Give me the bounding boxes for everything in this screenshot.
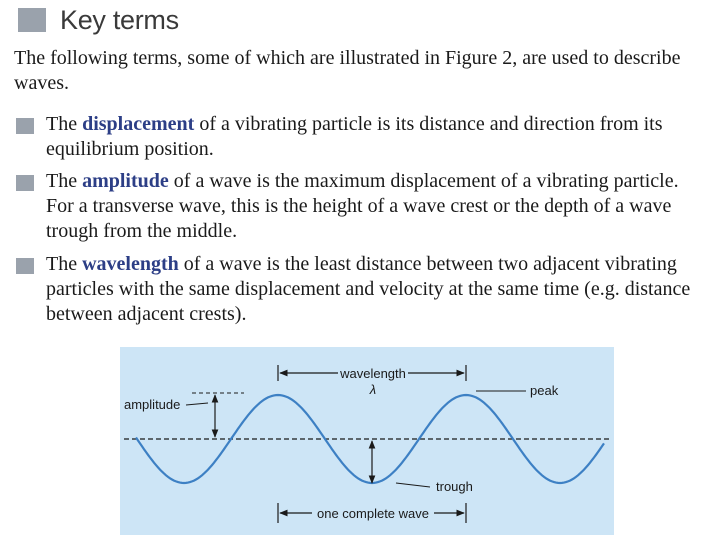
term-wavelength: wavelength bbox=[82, 253, 179, 275]
lambda-symbol: λ bbox=[369, 382, 377, 397]
complete-wave-label: one complete wave bbox=[316, 506, 430, 521]
wavelength-label: wavelength bbox=[340, 366, 406, 381]
term-prefix: The bbox=[46, 113, 83, 135]
term-bullet-wavelength bbox=[16, 252, 706, 327]
bullet-square-icon bbox=[16, 118, 34, 134]
amplitude-leader-line bbox=[186, 403, 208, 405]
bullet-square-icon bbox=[16, 175, 34, 191]
term-definition: of a wave is the maximum displacement of a vibrating particle. For a transverse wave, this is the height of a wave crest or the depth of a wave trough from the middle. bbox=[46, 170, 679, 242]
trough-leader-line bbox=[396, 483, 430, 487]
term-definition: of a wave is the least distance between two adjacent vibrating particles with the same displacement and velocity at the same time (e.g. distance between adjacent crests). bbox=[46, 253, 691, 325]
term-bullet-displacement bbox=[16, 112, 706, 162]
bullet-square-icon bbox=[16, 258, 34, 274]
wave-figure bbox=[120, 347, 614, 535]
term-displacement: displacement bbox=[82, 113, 195, 135]
trough-label: trough bbox=[436, 479, 473, 494]
intro-paragraph: The following terms, some of which are illustrated in Figure 2, are used to describe waves. bbox=[14, 47, 681, 94]
term-bullet-amplitude bbox=[16, 169, 706, 244]
heading-title: Key terms bbox=[60, 4, 179, 35]
heading-square-icon bbox=[18, 8, 46, 32]
amplitude-label: amplitude bbox=[124, 397, 181, 412]
section-heading bbox=[18, 4, 179, 36]
term-definition: of a vibrating particle is its distance and direction from its equilibrium position. bbox=[46, 113, 663, 160]
term-amplitude: amplitude bbox=[82, 170, 169, 192]
peak-label: peak bbox=[530, 383, 559, 398]
term-prefix: The bbox=[46, 253, 83, 275]
wave-diagram bbox=[120, 347, 614, 535]
term-prefix: The bbox=[46, 170, 83, 192]
